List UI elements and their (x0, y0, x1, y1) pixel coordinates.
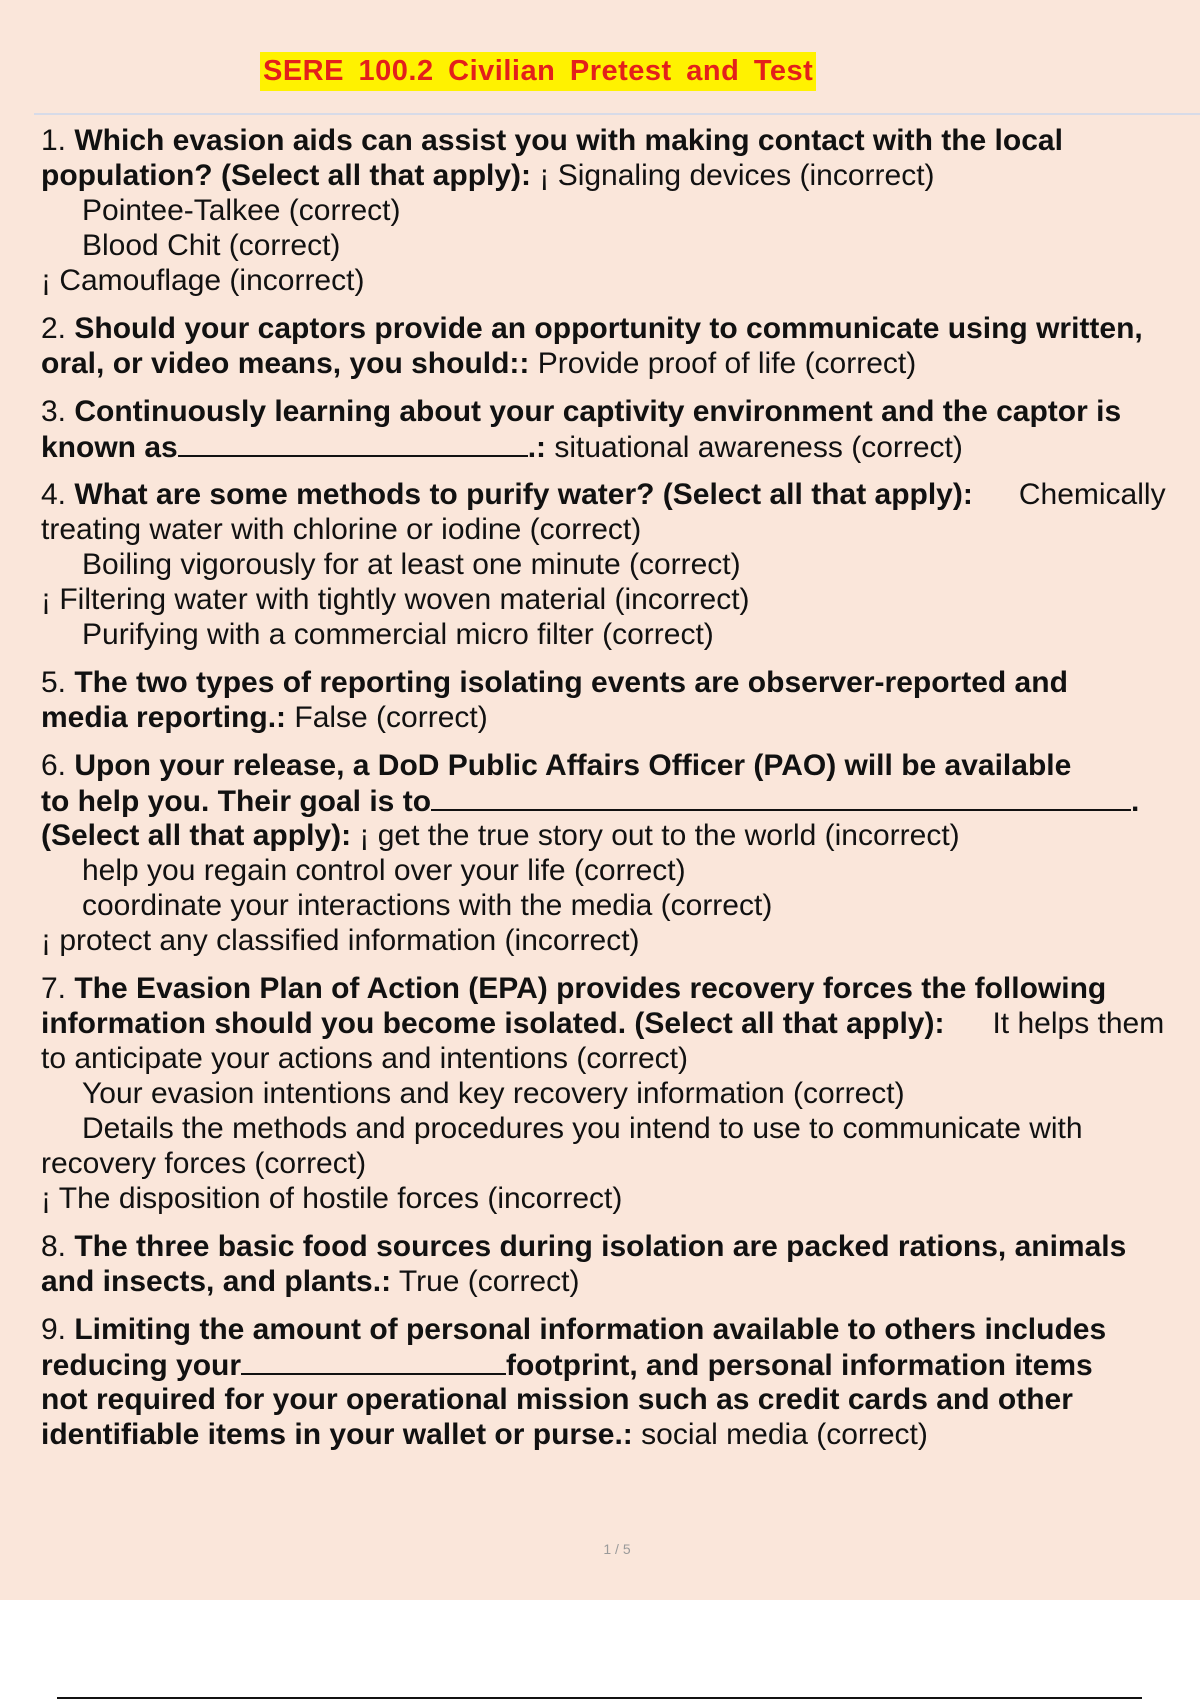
question-prompt: footprint, and personal information items (506, 1349, 1093, 1382)
page-indicator: 1 / 5 (603, 1541, 631, 1557)
question-prompt: (Select all that apply): (41, 819, 352, 852)
question-number: 2. (41, 312, 75, 345)
question-prompt: Upon your release, a DoD Public Affairs Officer (PAO) will be available (74, 749, 1072, 782)
answer-option: False (correct) (286, 701, 488, 734)
question-prompt: not required for your operational mission such as credit cards and other (41, 1383, 1073, 1416)
question-4 (41, 477, 1200, 652)
answer-option: Boiling vigorously for at least one minute (correct) (82, 548, 741, 581)
question-6 (41, 748, 1200, 958)
question-prompt-tail: . (1131, 785, 1140, 818)
question-prompt: The three basic food sources during isolation are packed rations, animals (74, 1230, 1127, 1263)
question-7 (41, 971, 1200, 1216)
question-number: 1. (41, 124, 75, 157)
question-number: 8. (41, 1230, 75, 1263)
answer-option: Provide proof of life (correct) (529, 347, 917, 380)
question-1 (41, 123, 1200, 298)
fill-in-blank (178, 429, 528, 457)
answer-option: situational awareness (correct) (546, 431, 963, 464)
question-prompt: known as (41, 431, 178, 464)
answer-option: help you regain control over your life (correct) (82, 854, 686, 887)
question-9 (41, 1312, 1200, 1452)
next-page-rule (57, 1697, 1142, 1699)
answer-option: Pointee-Talkee (correct) (82, 194, 401, 227)
question-number: 6. (41, 749, 75, 782)
fill-in-blank (431, 783, 1131, 811)
answer-option: ¡ The disposition of hostile forces (incorrect) (41, 1182, 623, 1215)
question-prompt: oral, or video means, you should:: (41, 347, 530, 380)
answer-option: It helps them (992, 1007, 1165, 1040)
answer-option: ¡ Signaling devices (incorrect) (531, 159, 935, 192)
document-title: SERE 100.2 Civilian Pretest and Test (260, 52, 816, 91)
question-2 (41, 311, 1200, 381)
question-prompt-tail: .: (527, 431, 547, 464)
answer-option: True (correct) (391, 1265, 580, 1298)
answer-option: ¡ protect any classified information (incorrect) (41, 924, 640, 957)
fill-in-blank (241, 1347, 506, 1375)
question-prompt: The two types of reporting isolating events are observer-reported and (74, 666, 1068, 699)
question-number: 9. (41, 1313, 75, 1346)
answer-option: Purifying with a commercial micro filter (correct) (82, 618, 714, 651)
question-8 (41, 1229, 1200, 1299)
answer-option: ¡ Filtering water with tightly woven material (incorrect) (41, 583, 750, 616)
question-number: 5. (41, 666, 75, 699)
answer-option: ¡ get the true story out to the world (incorrect) (351, 819, 960, 852)
question-number: 3. (41, 395, 75, 428)
question-number: 7. (41, 972, 75, 1005)
question-prompt: The Evasion Plan of Action (EPA) provides recovery forces the following (74, 972, 1107, 1005)
question-list (41, 123, 1200, 1465)
question-number: 4. (41, 478, 75, 511)
answer-option: to anticipate your actions and intentions (correct) (41, 1042, 689, 1075)
answer-option: treating water with chlorine or iodine (correct) (41, 513, 642, 546)
answer-option: social media (correct) (632, 1418, 928, 1451)
question-prompt: to help you. Their goal is to (41, 785, 432, 818)
header-divider (34, 113, 1200, 115)
answer-option: Chemically (1018, 478, 1166, 511)
question-prompt: reducing your (41, 1349, 242, 1382)
answer-option: Blood Chit (correct) (82, 229, 341, 262)
question-prompt: Limiting the amount of personal information available to others includes (74, 1313, 1107, 1346)
question-prompt: identifiable items in your wallet or purse.: (41, 1418, 633, 1451)
question-prompt: media reporting.: (41, 701, 287, 734)
question-prompt: population? (Select all that apply): (41, 159, 532, 192)
question-prompt: information should you become isolated. (Select all that apply): (41, 1007, 945, 1040)
answer-option: coordinate your interactions with the media (correct) (82, 889, 773, 922)
question-prompt: Which evasion aids can assist you with making contact with the local (74, 124, 1063, 157)
question-prompt: Continuously learning about your captivity environment and the captor is (74, 395, 1122, 428)
question-3 (41, 394, 1200, 464)
answer-option: Details the methods and procedures you intend to use to communicate with (82, 1112, 1083, 1145)
answer-option: recovery forces (correct) (41, 1147, 367, 1180)
question-prompt: and insects, and plants.: (41, 1265, 392, 1298)
question-prompt: Should your captors provide an opportunity to communicate using written, (74, 312, 1143, 345)
question-5 (41, 665, 1200, 735)
answer-option: ¡ Camouflage (incorrect) (41, 264, 365, 297)
answer-option: Your evasion intentions and key recovery information (correct) (82, 1077, 905, 1110)
title-wrap (260, 52, 816, 91)
question-prompt: What are some methods to purify water? (Select all that apply): (74, 478, 973, 511)
